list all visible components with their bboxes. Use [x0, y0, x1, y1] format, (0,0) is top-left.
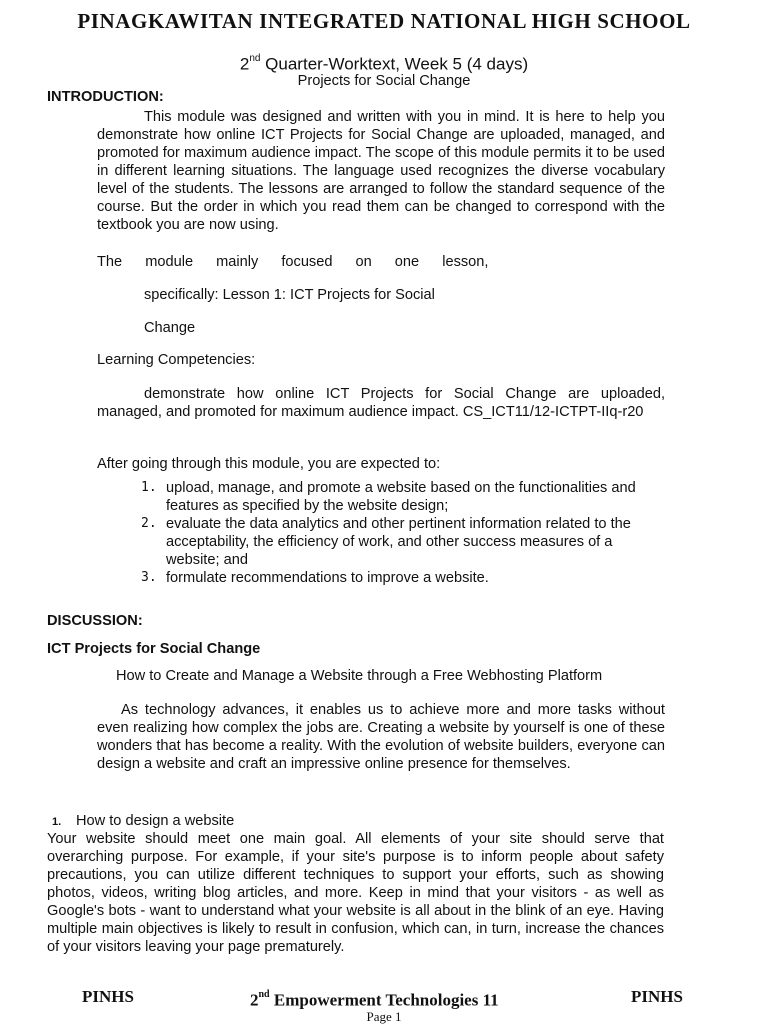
focus-line: The module mainly focused on one lesson,	[97, 254, 489, 270]
objective-text: evaluate the data analytics and other pertinent information related to the acceptability, the efficiency of work, and other success measures of a website; and	[166, 516, 631, 568]
objective-number: 2.	[141, 516, 157, 531]
competencies-label: Learning Competencies:	[97, 352, 256, 368]
footer-center-num: 2	[250, 990, 259, 1010]
discussion-subheading: ICT Projects for Social Change	[47, 641, 261, 657]
school-name: PINAGKAWITAN INTEGRATED NATIONAL HIGH SCHOOL	[77, 9, 691, 33]
objective-item	[97, 479, 665, 515]
introduction-paragraph: This module was designed and written with you in mind. It is here to help you demonstrate how online ICT Projects for Social Change are uploaded, managed, and promoted for maximum audience impact. The scope of this module permits it to be used in different learning situations. The language used recognizes the diverse vocabulary level of the students. The lessons are arranged to follow the standard sequence of the course. But the order in which you read them can be changed to correspond with the textbook you are now using.	[97, 109, 665, 233]
footer-center	[250, 988, 499, 1010]
footer-left: PINHS	[82, 987, 134, 1006]
quarter-sup: nd	[249, 53, 261, 64]
step1-number: 1.	[52, 816, 62, 828]
objectives-intro: After going through this module, you are expected to:	[97, 456, 441, 472]
competency-text: demonstrate how online ICT Projects for Social Change are uploaded, managed, and promoted for maximum audience impact. CS_ICT11/12-ICTPT-IIq-r20	[97, 386, 665, 420]
howto-title: How to Create and Manage a Website through a Free Webhosting Platform	[116, 668, 603, 684]
footer-center-rest: Empowerment Technologies 11	[269, 990, 499, 1010]
objective-number: 1.	[141, 480, 157, 495]
footer-center-sup: nd	[258, 989, 270, 1000]
objectives-list	[97, 479, 665, 587]
lesson-line: specifically: Lesson 1: ICT Projects for Social	[144, 287, 435, 303]
objective-text: upload, manage, and promote a website based on the functionalities and features as specified by the website design;	[166, 480, 636, 514]
quarter-title	[0, 52, 768, 74]
discussion-paragraph: As technology advances, it enables us to achieve more and more tasks without even realizing how complex the jobs are. Creating a website by yourself is one of these wonders that has become a reality. With the evolution of website builders, everyone can design a website and craft an impressive online presence for themselves.	[97, 702, 665, 772]
discussion-heading: DISCUSSION:	[47, 613, 143, 629]
objective-number: 3.	[141, 570, 157, 585]
page-number: Page 1	[366, 1009, 402, 1024]
footer-right: PINHS	[631, 987, 683, 1006]
objective-item	[97, 515, 665, 569]
step1-title: How to design a website	[76, 813, 235, 829]
quarter-rest: Quarter-Worktext, Week 5 (4 days)	[260, 54, 529, 74]
quarter-num: 2	[239, 54, 250, 74]
lesson-change-line: Change	[144, 320, 196, 336]
objective-item	[97, 569, 665, 587]
step1-body: Your website should meet one main goal. All elements of your site should serve that overarching purpose. For example, if your site's purpose is to inform people about safety precautions, you can utilize different techniques to support your efforts, such as showing photos, videos, writing blog articles, and more. Keep in mind that your visitors - as well as Google's bots - want to understand what your website is all about in the blink of an eye. Having multiple main objectives is likely to result in confusion, which can, in turn, increase the chances of your visitors leaving your page prematurely.	[47, 831, 664, 955]
step1-heading	[52, 812, 234, 831]
objective-text: formulate recommendations to improve a website.	[166, 570, 489, 586]
module-subtitle: Projects for Social Change	[297, 73, 471, 89]
introduction-heading: INTRODUCTION:	[47, 89, 164, 105]
